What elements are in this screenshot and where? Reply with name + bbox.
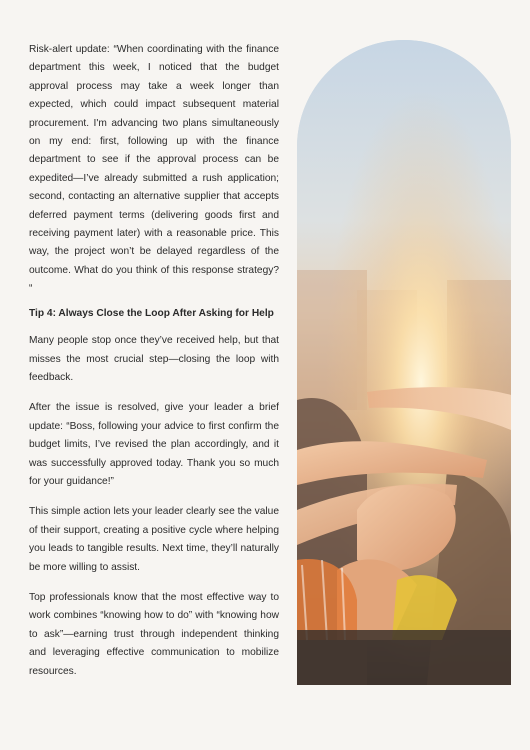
paragraph-conclusion: Top professionals know that the most effective way to work combines “knowing how to do” with “knowing how to ask”—earning trust through independent thinking and leveraging effective communication to mobilize resources. (29, 591, 279, 677)
risk-alert-paragraph: Risk-alert update: “When coordinating with the finance department this week, I noticed that the budget approval process may take a week longer than expected, which could impact subsequent material procurement. I'm advancing two plans simultaneously on my end: first, following up with the finance department to see if the approval process can be expedited—I’ve already submitted a rush application; second, contacting an alternative supplier that accepts deferred payment terms (delivering goods first and receiving payment later) with a reasonable price. This way, the project won’t be delayed regardless of the outcome. What do you think of this response strategy? “ (29, 44, 279, 295)
team-hands-photo (297, 40, 511, 685)
paragraph-closing-loop: Many people stop once they’ve received help, but that misses the most crucial step—closing the loop with feedback. (29, 335, 279, 383)
article-text-column (29, 41, 279, 693)
paragraph-positive-cycle: This simple action lets your leader clearly see the value of their support, creating a positive cycle where helping you leads to tangible results. Next time, they’ll naturally be more willing to assist. (29, 506, 279, 573)
tip-heading: Tip 4: Always Close the Loop After Asking for Help (29, 307, 274, 319)
paragraph-brief-update: After the issue is resolved, give your leader a brief update: “Boss, following your advice to first confirm the budget limits, I’ve revised the plan accordingly, and it was successfully approved today. Thank you so much for your guidance!” (29, 402, 279, 487)
